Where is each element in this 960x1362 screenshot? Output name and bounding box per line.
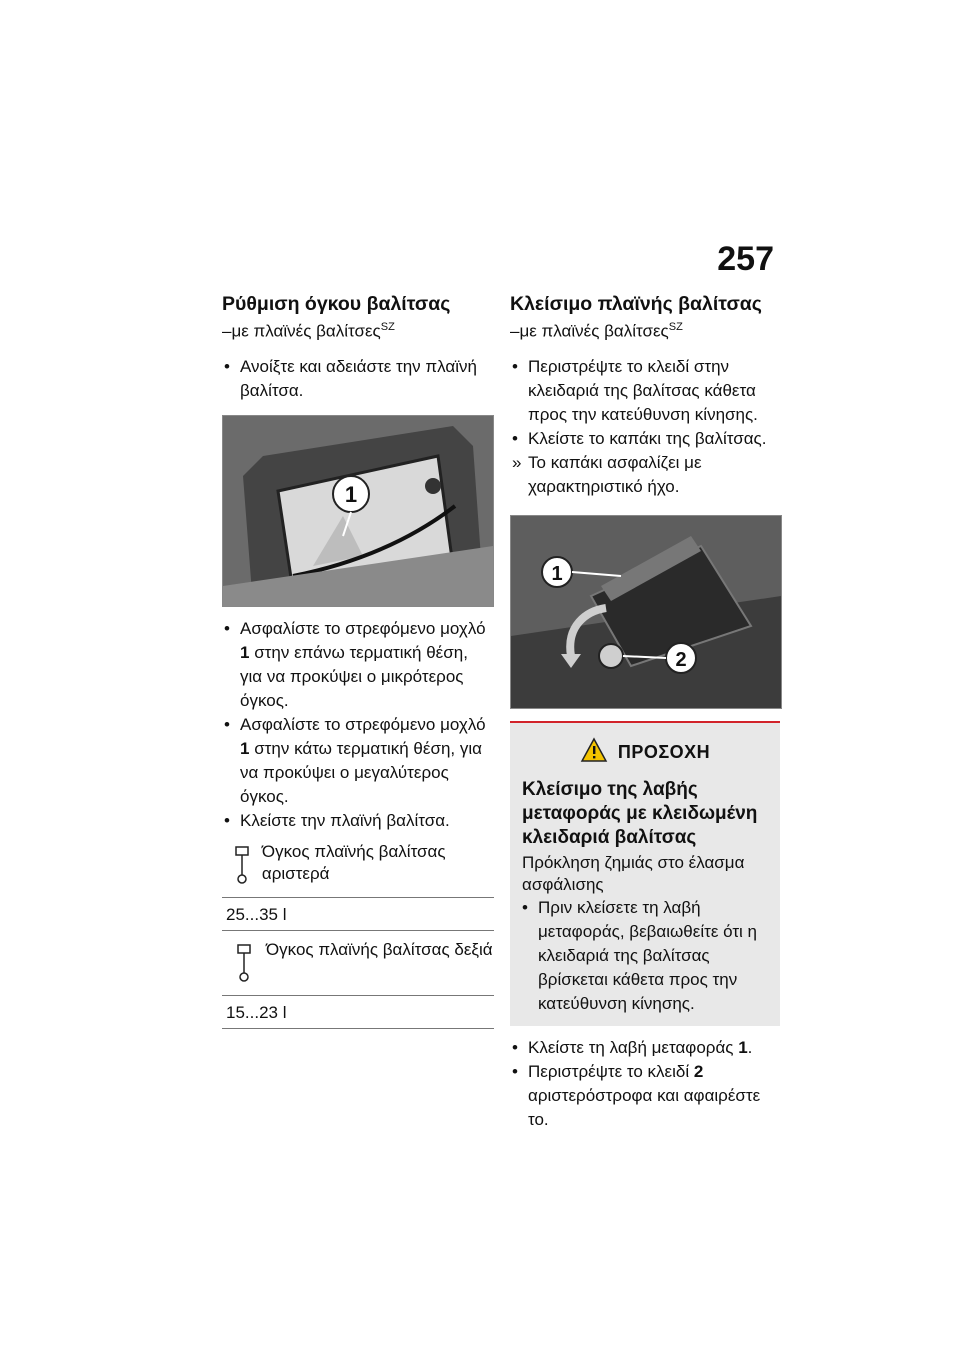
measurement-icon bbox=[222, 841, 262, 893]
warning-text: Πρόκληση ζημιάς στο έλασμα ασφάλισης bbox=[522, 852, 745, 894]
warning-title: Κλείσιμο της λαβής μεταφοράς με κλειδωμένη κλειδαριά βαλίτσας bbox=[522, 778, 758, 848]
spec-label: Όγκος πλαϊνής βαλίτσας δεξιά bbox=[266, 939, 493, 959]
page-number: 257 bbox=[717, 240, 774, 278]
step-close-lid: • Κλείστε το καπάκι της βαλίτσας. bbox=[510, 427, 780, 451]
spec-value: 15...23 l bbox=[226, 1002, 287, 1022]
section-subtitle: –με πλαϊνές βαλίτσες$^{SZ}$ bbox=[222, 321, 395, 341]
section-title-closing: Κλείσιμο πλαϊνής βαλίτσας bbox=[510, 293, 762, 315]
warning-heading: ΠΡΟΣΟΧΗ bbox=[522, 737, 768, 768]
warning-triangle-icon bbox=[580, 737, 608, 768]
figure-case-handle bbox=[510, 515, 782, 709]
step-remove-key: • Περιστρέψτε το κλειδί 2 αριστερόστροφα και αφαιρέστε το. bbox=[510, 1060, 780, 1132]
step-lower-position: • Ασφαλίστε το στρεφόμενο μοχλό 1 στην κάτω τερματική θέση, για να προκύψει ο μεγαλύτερος όγκος. bbox=[222, 713, 494, 809]
spec-value: 25...35 l bbox=[226, 904, 287, 924]
right-column bbox=[510, 292, 780, 1132]
measurement-icon bbox=[222, 939, 266, 991]
left-column bbox=[222, 292, 494, 1029]
spec-volume-right bbox=[222, 937, 494, 1029]
warning-item: • Πριν κλείσετε τη λαβή μεταφοράς, βεβαιωθείτε ότι η κλειδαριά της βαλίτσας βρίσκεται κάθετα προς την κατεύθυνση κίνησης. bbox=[522, 896, 768, 1016]
warning-box bbox=[510, 721, 780, 1026]
section-title-volume: Ρύθμιση όγκου βαλίτσας bbox=[222, 293, 451, 315]
figure-label-1: 1 bbox=[551, 562, 563, 585]
spec-label: Όγκος πλαϊνής βαλίτσας αριστερά bbox=[261, 841, 446, 883]
step-rotate-key: • Περιστρέψτε το κλειδί στην κλειδαριά της βαλίτσας κάθετα προς την κατεύθυνση κίνησης. bbox=[510, 355, 780, 427]
section-subtitle: –με πλαϊνές βαλίτσες$^{SZ}$ bbox=[510, 321, 683, 341]
figure-case-interior bbox=[222, 415, 494, 607]
step-close-handle: • Κλείστε τη λαβή μεταφοράς 1. bbox=[510, 1036, 780, 1060]
step-upper-position: • Ασφαλίστε το στρεφόμενο μοχλό 1 στην επάνω τερματική θέση, για να προκύψει ο μικρότερος όγκος. bbox=[222, 617, 494, 713]
step-close-case: • Κλείστε την πλαϊνή βαλίτσα. bbox=[222, 809, 494, 833]
spec-volume-left bbox=[222, 839, 494, 931]
step-result: » Το καπάκι ασφαλίζει με χαρακτηριστικό ήχο. bbox=[510, 451, 780, 499]
figure-label-2: 2 bbox=[675, 648, 687, 671]
step-open-case: • Ανοίξτε και αδειάστε την πλαϊνή βαλίτσα. bbox=[222, 355, 494, 403]
figure-label-1: 1 bbox=[344, 481, 358, 507]
